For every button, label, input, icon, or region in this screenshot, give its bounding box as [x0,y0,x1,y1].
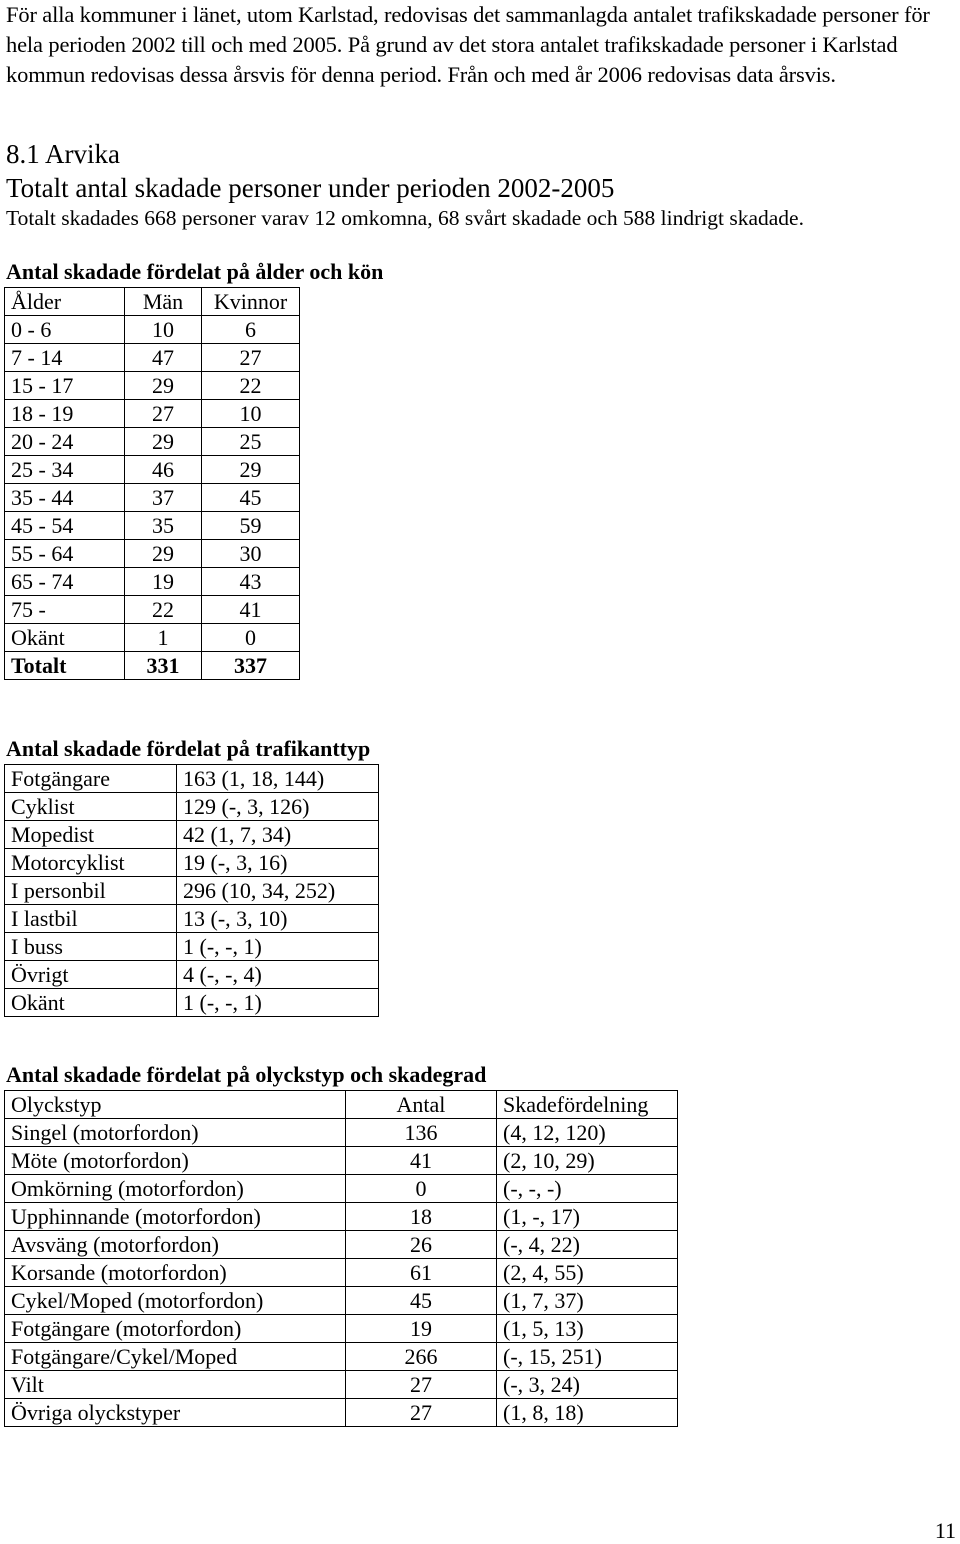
table-row [5,1371,678,1399]
age-table-title: Antal skadade fördelat på ålder och kön [6,259,384,284]
table-cell: 47 [125,344,202,372]
table-row [5,1259,678,1287]
table-cell: 35 - 44 [5,484,125,512]
accident-table-title: Antal skadade fördelat på olyckstyp och skadegrad [6,1062,487,1087]
table-row [5,344,300,372]
table-cell: 55 - 64 [5,540,125,568]
table-cell: Vilt [5,1371,346,1399]
table-row [5,400,300,428]
age-gender-table [4,287,300,680]
table-cell: 136 [346,1119,497,1147]
table-cell: 4 (-, -, 4) [177,961,379,989]
table-row [5,512,300,540]
page-number: 11 [934,1518,956,1543]
table-cell: (1, -, 17) [497,1203,678,1231]
table-row [5,933,379,961]
table-cell: 30 [202,540,300,568]
table-cell: 10 [202,400,300,428]
accident-type-table [4,1090,678,1427]
table-cell: (1, 7, 37) [497,1287,678,1315]
table-row [5,624,300,652]
table-cell: Omkörning (motorfordon) [5,1175,346,1203]
table-cell: 26 [346,1231,497,1259]
table-cell: 129 (-, 3, 126) [177,793,379,821]
intro-paragraph: För alla kommuner i länet, utom Karlstad, redovisas det sammanlagda antalet trafikskadade personer för hela perioden 2002 till och med 2005. På grund av det stora antalet trafikskadade personer i Karlstad kommun redovisas dessa årsvis för denna period. Från och med år 2006 redovisas data årsvis. [6,2,930,87]
table-row [5,1287,678,1315]
table-cell: (-, -, -) [497,1175,678,1203]
table-cell: 10 [125,316,202,344]
table-cell: 27 [346,1399,497,1427]
table-cell: 1 [125,624,202,652]
table-cell: 29 [125,428,202,456]
table-cell: (1, 5, 13) [497,1315,678,1343]
table-cell: I lastbil [5,905,177,933]
table-cell: 42 (1, 7, 34) [177,821,379,849]
table-cell: (4, 12, 120) [497,1119,678,1147]
table-cell: Övriga olyckstyper [5,1399,346,1427]
table-row [5,316,300,344]
table-row [5,1315,678,1343]
table-row [5,849,379,877]
road-user-table [4,764,379,1017]
table-row [5,961,379,989]
table-cell: 19 (-, 3, 16) [177,849,379,877]
table-cell: 45 [202,484,300,512]
table-cell: Korsande (motorfordon) [5,1259,346,1287]
table-cell: 75 - [5,596,125,624]
table-cell: 19 [346,1315,497,1343]
table-row [5,1343,678,1371]
table-row [5,596,300,624]
table-cell: 29 [202,456,300,484]
table-cell: 41 [346,1147,497,1175]
table-cell: 25 - 34 [5,456,125,484]
table-cell: 37 [125,484,202,512]
table-row [5,1091,678,1119]
road-user-table-title: Antal skadade fördelat på trafikanttyp [6,736,371,761]
table-cell: 337 [202,652,300,680]
table-row [5,1119,678,1147]
table-row [5,877,379,905]
table-cell: Singel (motorfordon) [5,1119,346,1147]
table-cell: I buss [5,933,177,961]
table-row [5,821,379,849]
table-cell: Fotgängare [5,765,177,793]
table-cell: I personbil [5,877,177,905]
table-cell: Ålder [5,288,125,316]
table-cell: 45 - 54 [5,512,125,540]
table-cell: 1 (-, -, 1) [177,989,379,1017]
table-cell: 61 [346,1259,497,1287]
table-cell: 29 [125,372,202,400]
table-cell: Olyckstyp [5,1091,346,1119]
table-cell: 7 - 14 [5,344,125,372]
table-cell: Cyklist [5,793,177,821]
table-cell: 27 [346,1371,497,1399]
table-cell: Fotgängare (motorfordon) [5,1315,346,1343]
table-cell: 43 [202,568,300,596]
table-cell: Möte (motorfordon) [5,1147,346,1175]
table-row [5,288,300,316]
table-cell: 0 [346,1175,497,1203]
table-cell: 45 [346,1287,497,1315]
table-cell: 22 [202,372,300,400]
table-cell: Cykel/Moped (motorfordon) [5,1287,346,1315]
table-cell: 0 - 6 [5,316,125,344]
table-cell: (2, 4, 55) [497,1259,678,1287]
table-cell: (-, 15, 251) [497,1343,678,1371]
table-cell: Upphinnande (motorfordon) [5,1203,346,1231]
table-row [5,372,300,400]
table-cell: 20 - 24 [5,428,125,456]
table-row [5,1399,678,1427]
table-cell: 0 [202,624,300,652]
table-cell: Övrigt [5,961,177,989]
table-cell: 25 [202,428,300,456]
table-cell: Totalt [5,652,125,680]
table-cell: Antal [346,1091,497,1119]
table-row [5,1147,678,1175]
table-cell: 18 [346,1203,497,1231]
table-cell: 15 - 17 [5,372,125,400]
table-row [5,652,300,680]
table-row [5,1231,678,1259]
table-cell: 18 - 19 [5,400,125,428]
table-row [5,428,300,456]
table-cell: 35 [125,512,202,540]
table-row [5,456,300,484]
summary-text: Totalt skadades 668 personer varav 12 omkomna, 68 svårt skadade och 588 lindrigt skadade. [6,206,804,230]
table-cell: Okänt [5,989,177,1017]
table-row [5,540,300,568]
table-cell: 22 [125,596,202,624]
table-cell: (-, 3, 24) [497,1371,678,1399]
table-cell: 65 - 74 [5,568,125,596]
table-cell: 19 [125,568,202,596]
table-row [5,765,379,793]
table-row [5,1203,678,1231]
table-cell: 1 (-, -, 1) [177,933,379,961]
table-cell: 163 (1, 18, 144) [177,765,379,793]
table-row [5,484,300,512]
table-cell: (1, 8, 18) [497,1399,678,1427]
table-cell: (2, 10, 29) [497,1147,678,1175]
table-cell: 6 [202,316,300,344]
section-subtitle: Totalt antal skadade personer under perioden 2002-2005 [6,173,615,203]
table-cell: 46 [125,456,202,484]
table-cell: 41 [202,596,300,624]
table-cell: Motorcyklist [5,849,177,877]
table-row [5,793,379,821]
table-row [5,905,379,933]
table-row [5,989,379,1017]
table-cell: Män [125,288,202,316]
table-cell: 59 [202,512,300,540]
table-cell: Skadefördelning [497,1091,678,1119]
table-cell: (-, 4, 22) [497,1231,678,1259]
table-cell: Kvinnor [202,288,300,316]
table-cell: 331 [125,652,202,680]
table-cell: Avsväng (motorfordon) [5,1231,346,1259]
table-cell: 296 (10, 34, 252) [177,877,379,905]
table-cell: Fotgängare/Cykel/Moped [5,1343,346,1371]
table-cell: 13 (-, 3, 10) [177,905,379,933]
table-row [5,568,300,596]
table-cell: Okänt [5,624,125,652]
table-cell: 266 [346,1343,497,1371]
table-cell: 27 [202,344,300,372]
section-title: 8.1 Arvika [6,139,120,169]
table-cell: 27 [125,400,202,428]
table-row [5,1175,678,1203]
table-cell: Mopedist [5,821,177,849]
table-cell: 29 [125,540,202,568]
